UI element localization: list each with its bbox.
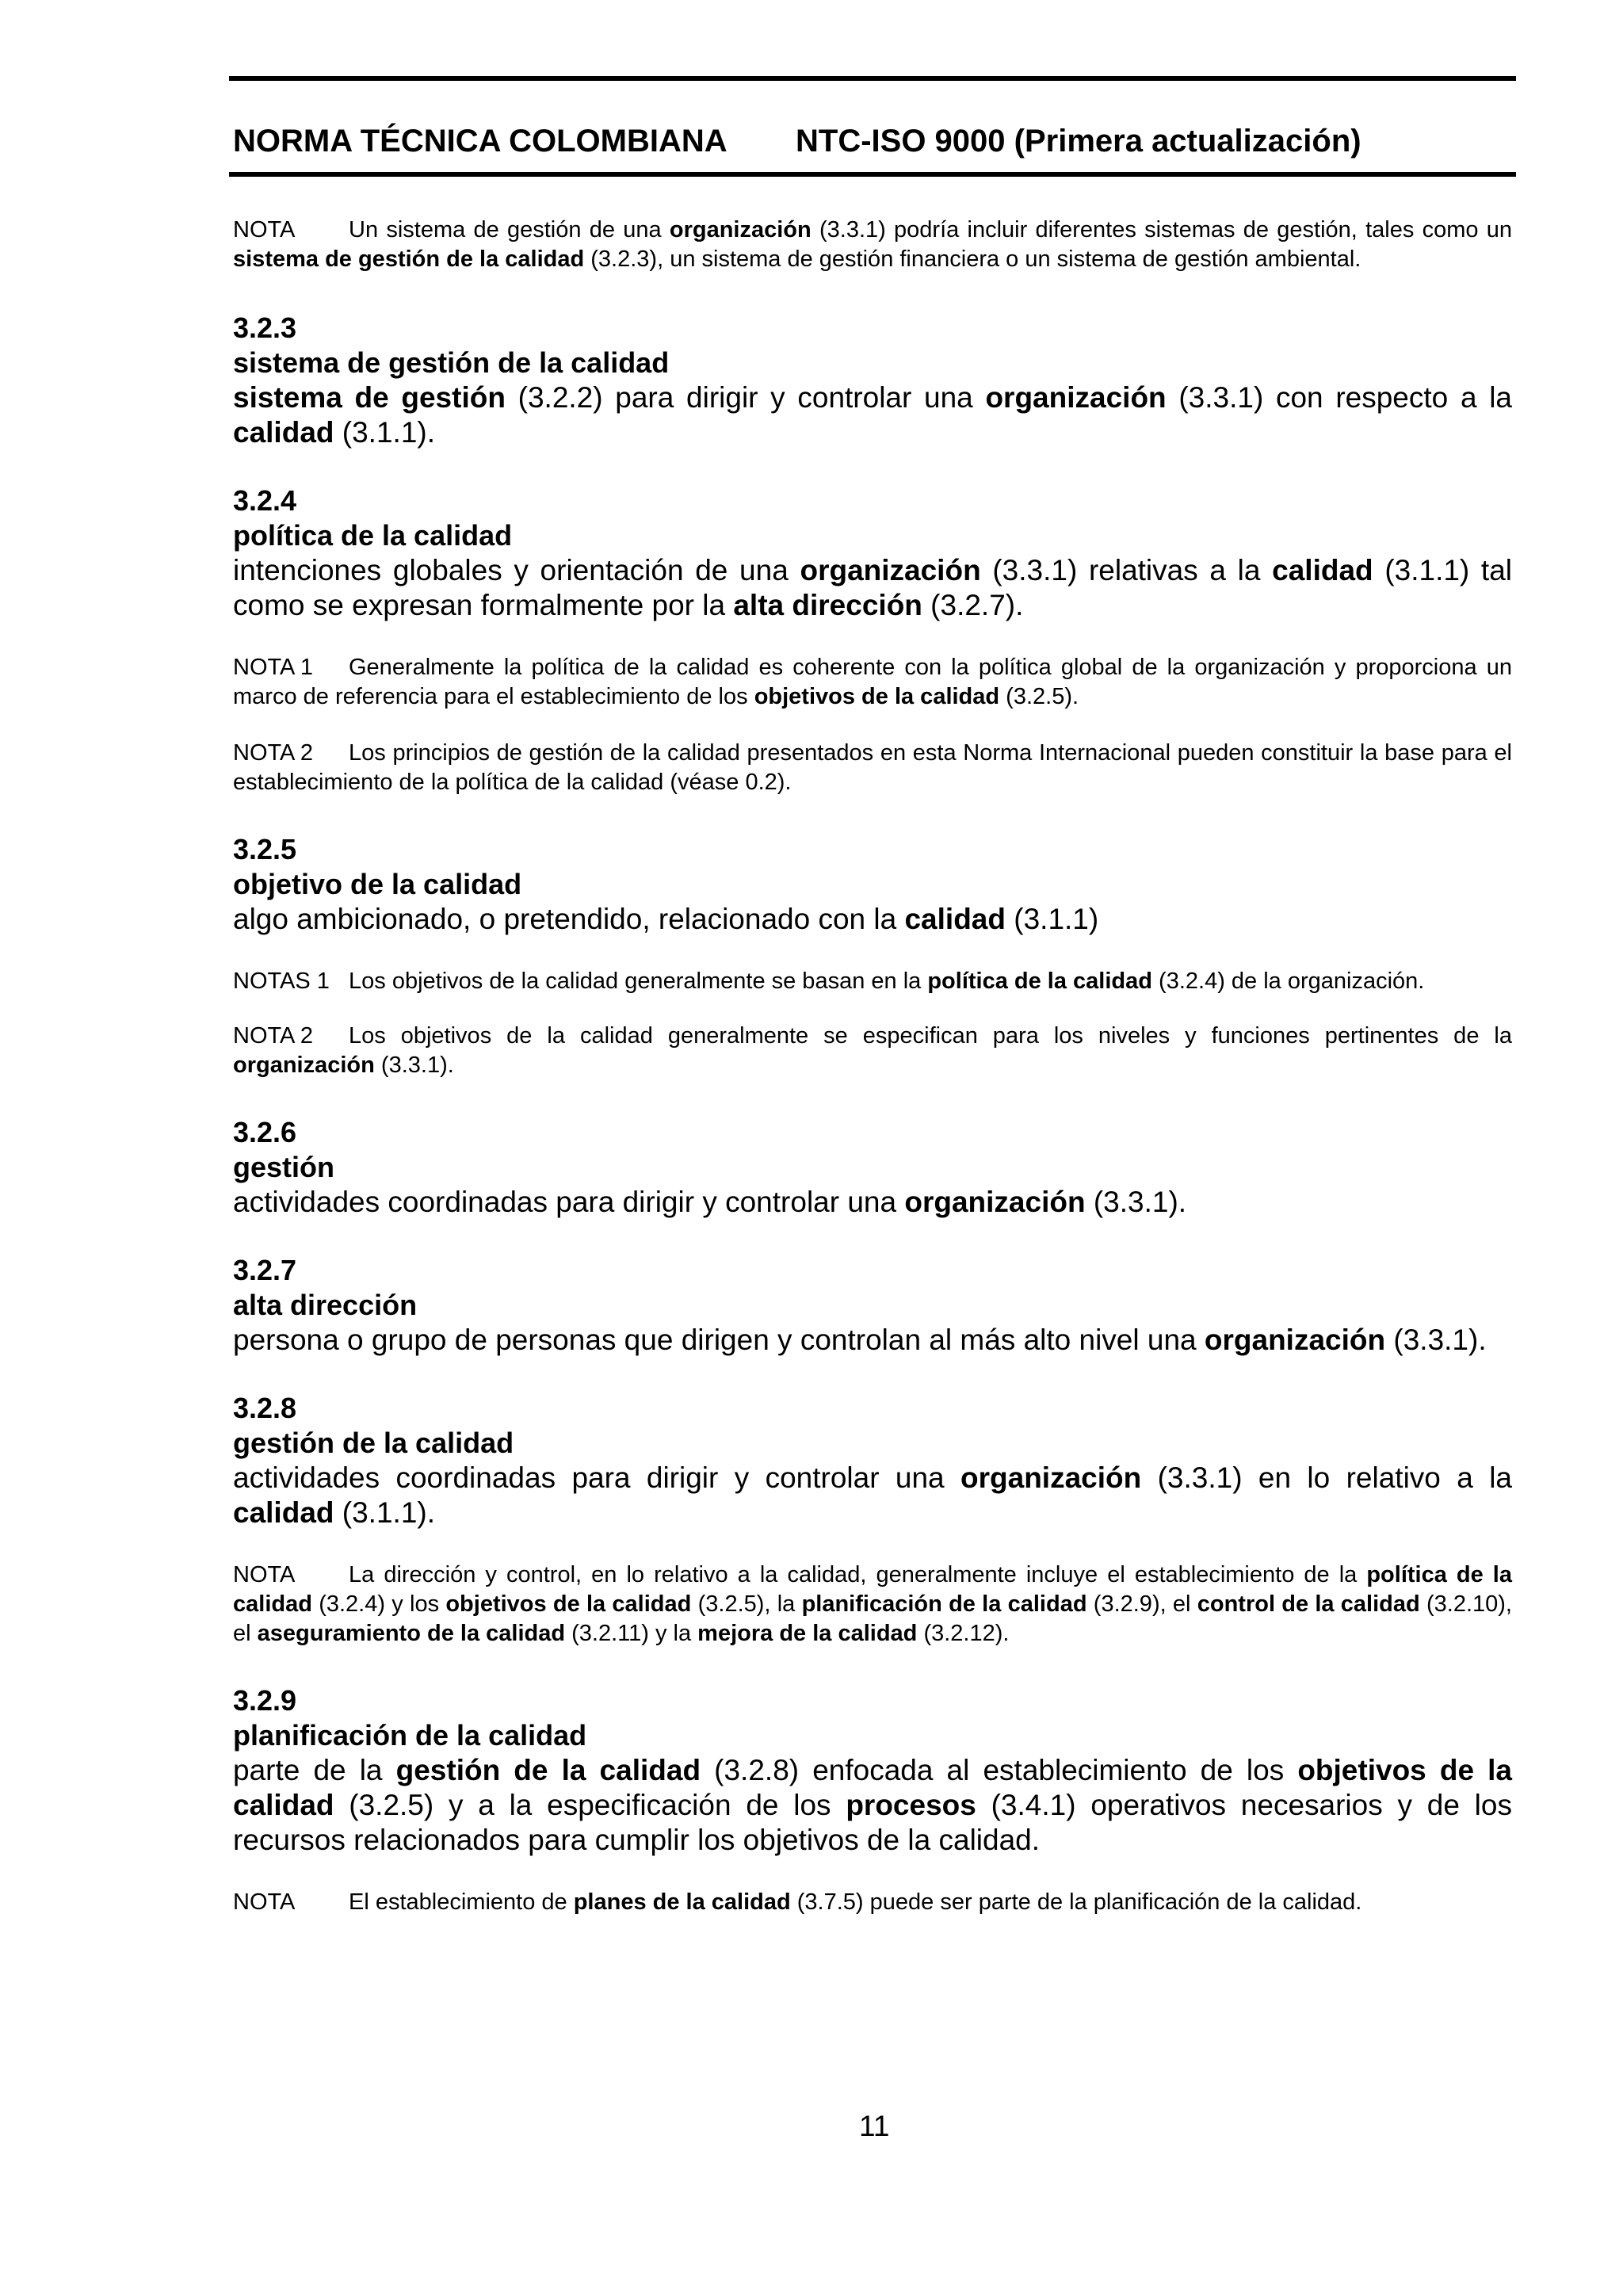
term-title: sistema de gestión de la calidad (233, 346, 670, 379)
term-title: política de la calidad (233, 519, 513, 552)
note-label: NOTA 2 (233, 740, 313, 766)
section-number: 3.2.8 (233, 1392, 297, 1424)
section-number: 3.2.7 (233, 1254, 297, 1286)
section-number: 3.2.3 (233, 311, 297, 344)
note-label: NOTA (233, 1889, 296, 1915)
section-number: 3.2.9 (233, 1684, 297, 1717)
term-title: objetivo de la calidad (233, 868, 522, 900)
note-label: NOTA (233, 217, 296, 243)
term-definition: persona o grupo de personas que dirigen y controlan al más alto nivel una organización (3.3.1). (233, 1324, 1487, 1356)
section-number: 3.2.6 (233, 1116, 297, 1148)
section-number: 3.2.5 (233, 833, 297, 865)
header-top-rule (229, 76, 1516, 81)
term-title: gestión de la calidad (233, 1427, 514, 1459)
note-label: NOTA 2 (233, 1023, 313, 1049)
page-content (233, 216, 1512, 1917)
term-definition: actividades coordinadas para dirigir y controlar una organización (3.3.1) en lo relativo a la calidad (3.1.1). (233, 1461, 1512, 1529)
intro-note: NOTA Un sistema de gestión de una organización (3.3.1) podría incluir diferentes sistemas de gestión, tales como un sistema de gestión de la calidad (3.2.3), un sistema de gestión financiera o un sistema de gestión ambiental. (233, 217, 1512, 272)
note: NOTA 1 Generalmente la política de la calidad es coherente con la política global de la organización y proporciona un marco de referencia para el establecimiento de los objetivos de la calidad (3.2.5). (233, 655, 1512, 709)
note-label: NOTAS 1 (233, 968, 330, 994)
term-title: alta dirección (233, 1289, 418, 1321)
page-header (233, 124, 1361, 159)
term-definition: sistema de gestión (3.2.2) para dirigir y controlar una organización (3.3.1) con respecto a la calidad (3.1.1). (233, 381, 1513, 449)
section-number: 3.2.4 (233, 484, 297, 517)
note: NOTA 2 Los objetivos de la calidad generalmente se especifican para los niveles y funciones pertinentes de la organización (3.3.1). (233, 1023, 1512, 1078)
header-bottom-rule (229, 172, 1516, 177)
term-definition: actividades coordinadas para dirigir y controlar una organización (3.3.1). (233, 1186, 1187, 1218)
header-title: NORMA TÉCNICA COLOMBIANA (233, 124, 727, 159)
note-label: NOTA (233, 1562, 296, 1587)
term-definition: intenciones globales y orientación de una organización (3.3.1) relativas a la calidad (3.1.1) tal como se expresan formalmente por la alta dirección (3.2.7). (233, 554, 1513, 621)
term-title: planificación de la calidad (233, 1719, 587, 1752)
note: NOTAS 1 Los objetivos de la calidad generalmente se basan en la política de la calidad (3.2.4) de la organización. (233, 967, 1512, 996)
term-definition: algo ambicionado, o pretendido, relacionado con la calidad (3.1.1) (233, 903, 1099, 935)
term-title: gestión (233, 1151, 335, 1183)
term-definition: parte de la gestión de la calidad (3.2.8) enfocada al establecimiento de los objetivos de la calidad (3.2.5) y a la especificación de los procesos (3.4.1) operativos necesarios y de los recursos relacionados para cumplir los objetivos de la calidad. (233, 1754, 1512, 1856)
page-number: 11 (859, 2110, 890, 2142)
note-label: NOTA 1 (233, 655, 313, 680)
note: NOTA La dirección y control, en lo relativo a la calidad, generalmente incluye el establecimiento de la política de la calidad (3.2.4) y los objetivos de la calidad (3.2.5), la planificación de la calidad (3.2.9), el control de la calidad (3.2.10), el aseguramiento de la calidad (3.2.11) y la mejora de la calidad (3.2.12). (233, 1562, 1512, 1646)
note: NOTA 2 Los principios de gestión de la calidad presentados en esta Norma Internacional pueden constituir la base para el establecimiento de la política de la calidad (véase 0.2). (233, 740, 1512, 795)
note: NOTA El establecimiento de planes de la calidad (3.7.5) puede ser parte de la planificación de la calidad. (233, 1888, 1512, 1917)
header-standard: NTC-ISO 9000 (Primera actualización) (796, 124, 1361, 159)
